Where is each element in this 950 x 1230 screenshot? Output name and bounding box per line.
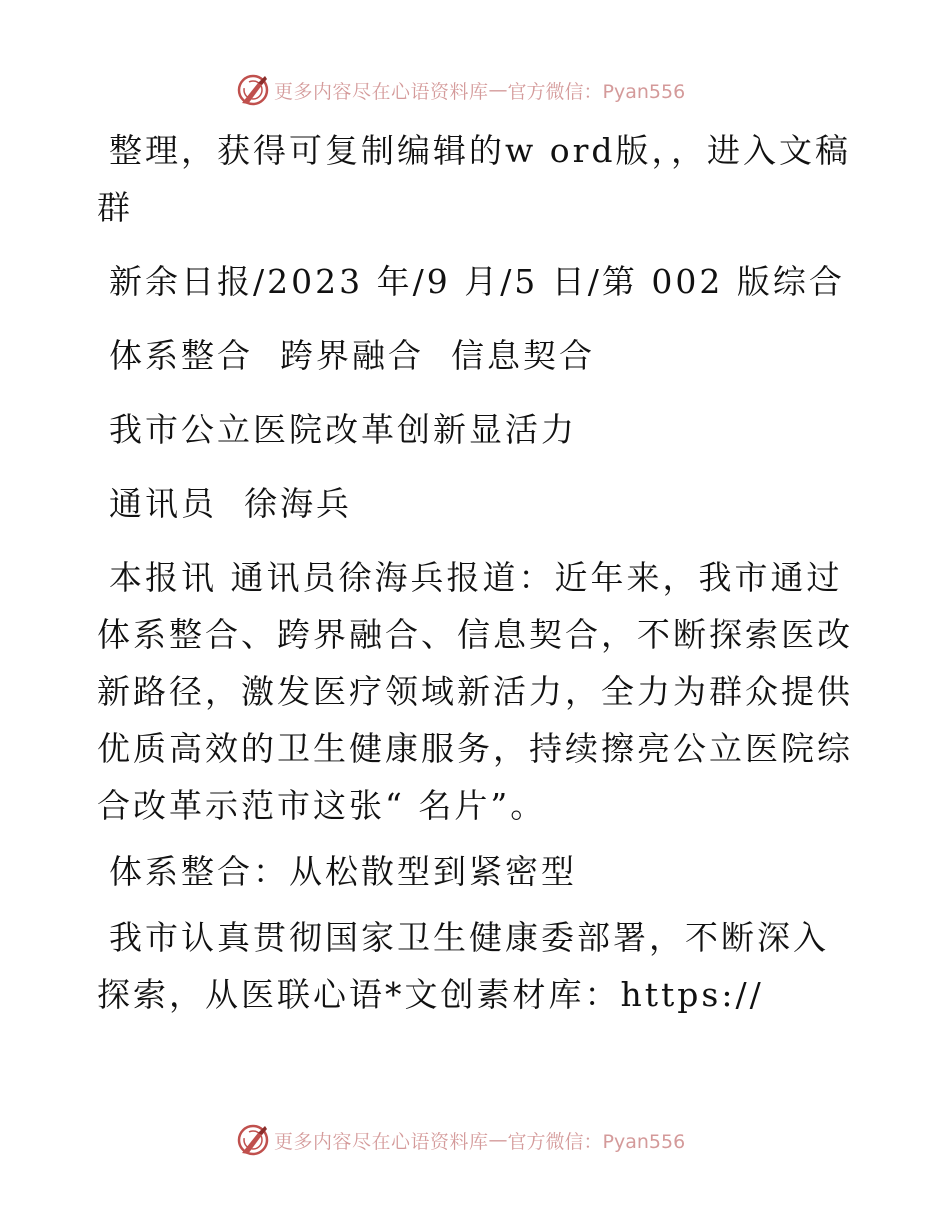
section-paragraph: 我市认真贯彻国家卫生健康委部署，不断深入探索，从医联心语*文创素材库：https://	[97, 918, 829, 1014]
document-body	[97, 122, 857, 1023]
source-line: 新余日报/2023 年/9 月/5 日/第 002 版综合	[109, 262, 845, 301]
wechat-contact: 官方微信：Pyan556	[507, 1130, 686, 1153]
intro-paragraph: 整理，获得可复制编辑的w ord版，，进入文稿群	[97, 131, 852, 227]
brush-pen-logo-icon	[236, 73, 270, 107]
banner-separator: —	[488, 79, 508, 101]
subheadline: 体系整合 跨界融合 信息契合	[109, 336, 595, 375]
section-heading: 体系整合：从松散型到紧密型	[109, 852, 577, 891]
article-title: 我市公立医院改革创新显活力	[109, 410, 577, 449]
lead-paragraph: 本报讯 通讯员徐海兵报道：近年来，我市通过体系整合、跨界融合、信息契合，不断探索医改新路径，激发医疗领域新活力，全力为群众提供优质高效的卫生健康服务，持续擦亮公立医院综合改革示范市这张“ 名片”。	[97, 558, 853, 825]
banner-separator: —	[488, 1129, 508, 1151]
banner-text: 更多内容尽在心语资料库	[274, 1130, 489, 1153]
byline: 通讯员 徐海兵	[109, 484, 352, 523]
wechat-contact: 官方微信：Pyan556	[507, 80, 686, 103]
brush-pen-logo-icon	[236, 1123, 270, 1157]
banner-text: 更多内容尽在心语资料库	[274, 80, 489, 103]
footer-banner	[236, 1122, 756, 1158]
header-banner	[236, 72, 756, 108]
